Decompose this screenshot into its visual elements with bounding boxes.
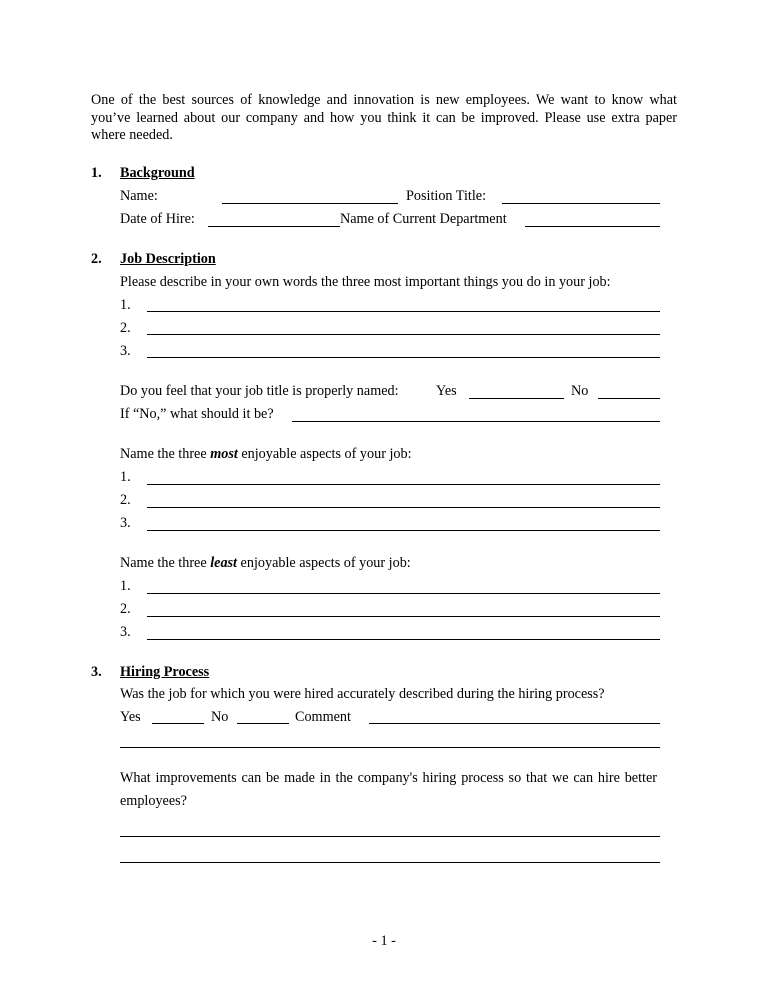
important-task-1-field[interactable] [147, 311, 660, 312]
position-title-field[interactable] [502, 203, 660, 204]
list-item-number: 1. [120, 469, 131, 485]
job-title-no-field[interactable] [598, 398, 660, 399]
page-number: - 1 - [372, 933, 396, 949]
date-of-hire-field[interactable] [208, 226, 340, 227]
comment-label: Comment [295, 709, 351, 725]
most-enjoyable-1-field[interactable] [147, 484, 660, 485]
least-enjoyable-2-field[interactable] [147, 616, 660, 617]
list-item-number: 2. [120, 492, 131, 508]
list-item-number: 3. [120, 343, 131, 359]
section-1-title: Background [120, 165, 195, 181]
section-3-number: 3. [91, 664, 102, 680]
name-field[interactable] [222, 203, 398, 204]
job-description-prompt: Please describe in your own words the three most important things you do in your job: [120, 274, 611, 290]
section-2-number: 2. [91, 251, 102, 267]
suggested-title-field[interactable] [292, 421, 660, 422]
important-task-3-field[interactable] [147, 357, 660, 358]
hiring-accuracy-question: Was the job for which you were hired accurately described during the hiring process? [120, 686, 605, 702]
if-no-label: If “No,” what should it be? [120, 406, 274, 422]
list-item-number: 2. [120, 320, 131, 336]
position-title-label: Position Title: [406, 188, 487, 204]
section-1-number: 1. [91, 165, 102, 181]
list-item-number: 1. [120, 578, 131, 594]
least-enjoyable-3-field[interactable] [147, 639, 660, 640]
yes-label: Yes [436, 383, 457, 399]
no-label: No [211, 709, 229, 725]
job-title-question: Do you feel that your job title is properly named: [120, 383, 399, 399]
section-3-title: Hiring Process [120, 664, 210, 680]
hiring-improvement-question: What improvements can be made in the company's hiring process so that we can hire better employees? [120, 770, 657, 809]
hiring-no-field[interactable] [237, 723, 289, 724]
intro-paragraph: One of the best sources of knowledge and innovation is new employees. We want to know what you’ve learned about our company and how you think it can be improved. Please use extra paper where needed. [91, 92, 677, 143]
yes-label: Yes [120, 709, 141, 725]
hiring-improvement-field-1[interactable] [120, 836, 660, 837]
least-enjoyable-prompt: Name the three least enjoyable aspects of your job: [120, 555, 411, 571]
hiring-comment-field[interactable] [369, 723, 660, 724]
department-label: Name of Current Department [340, 211, 507, 227]
section-2-title: Job Description [120, 251, 216, 267]
hiring-comment-field-continued[interactable] [120, 747, 660, 748]
job-title-yes-field[interactable] [469, 398, 564, 399]
date-of-hire-label: Date of Hire: [120, 211, 195, 227]
list-item-number: 2. [120, 601, 131, 617]
list-item-number: 3. [120, 515, 131, 531]
important-task-2-field[interactable] [147, 334, 660, 335]
hiring-improvement-field-2[interactable] [120, 862, 660, 863]
department-field[interactable] [525, 226, 660, 227]
name-label: Name: [120, 188, 158, 204]
hiring-yes-field[interactable] [152, 723, 204, 724]
most-enjoyable-2-field[interactable] [147, 507, 660, 508]
most-enjoyable-3-field[interactable] [147, 530, 660, 531]
list-item-number: 1. [120, 297, 131, 313]
list-item-number: 3. [120, 624, 131, 640]
no-label: No [571, 383, 589, 399]
least-enjoyable-1-field[interactable] [147, 593, 660, 594]
most-enjoyable-prompt: Name the three most enjoyable aspects of your job: [120, 446, 412, 462]
